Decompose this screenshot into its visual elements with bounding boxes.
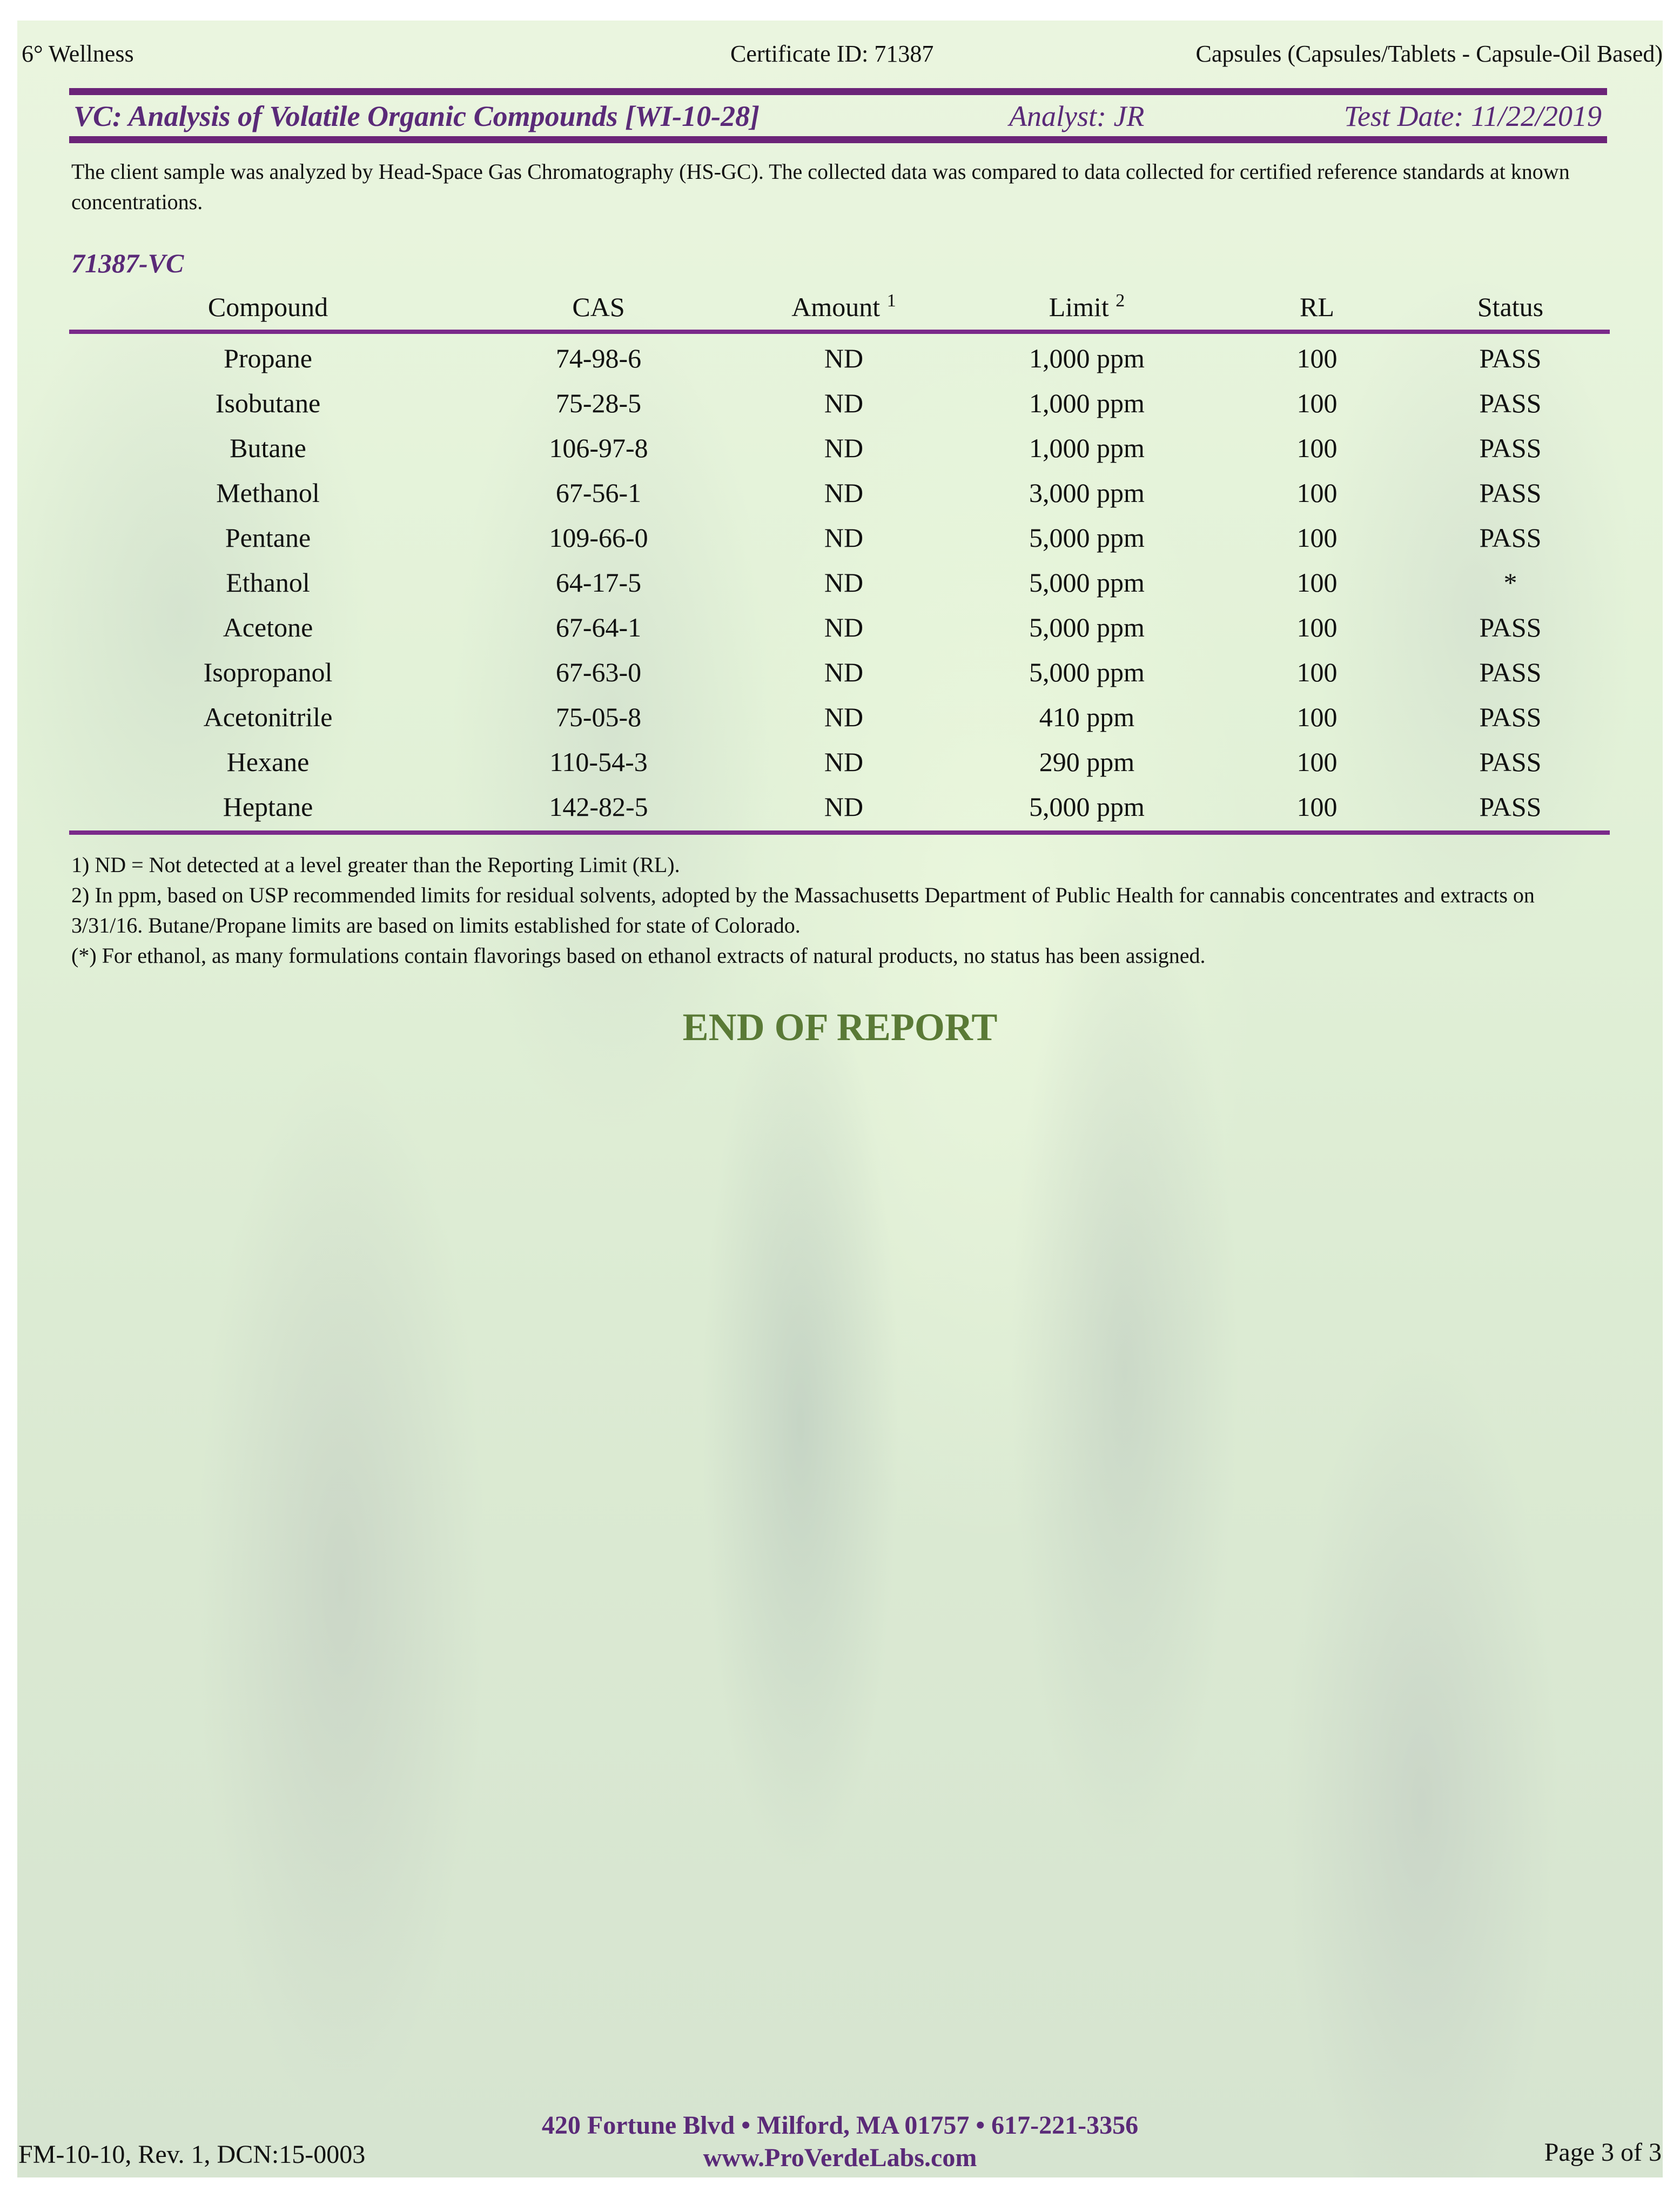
table-row	[69, 336, 1610, 381]
cell-limit: 5,000 ppm	[1029, 522, 1145, 553]
footnote-1: 1) ND = Not detected at a level greater than the Reporting Limit (RL).	[71, 853, 680, 877]
section-title: VC: Analysis of Volatile Organic Compounds [WI-10-28]	[73, 100, 760, 132]
cell-status: PASS	[1479, 747, 1542, 777]
cell-cas: 74-98-6	[555, 343, 642, 373]
cell-compound: Heptane	[223, 792, 313, 822]
cell-status: PASS	[1479, 522, 1542, 553]
analyst: Analyst: JR	[1009, 100, 1145, 132]
table-row	[69, 560, 1610, 605]
cell-status: PASS	[1479, 612, 1542, 642]
lab-website-link[interactable]: www.ProVerdeLabs.com	[703, 2143, 977, 2172]
footnotes	[71, 850, 1611, 971]
cell-status: PASS	[1479, 343, 1542, 373]
cell-limit: 1,000 ppm	[1029, 388, 1145, 418]
column-header-rl: RL	[1300, 292, 1334, 322]
cell-compound: Acetone	[223, 612, 313, 642]
cell-amount: ND	[824, 343, 864, 373]
results-table	[69, 291, 1610, 835]
cell-amount: ND	[824, 747, 864, 777]
cell-rl: 100	[1296, 747, 1338, 777]
cell-rl: 100	[1296, 433, 1338, 463]
table-header	[69, 291, 1610, 323]
certificate-id: Certificate ID: 71387	[730, 41, 934, 67]
form-id: FM-10-10, Rev. 1, DCN:15-0003	[18, 2140, 366, 2169]
footnote-ethanol: (*) For ethanol, as many formulations contain flavorings based on ethanol extracts of natural products, no status has been assigned.	[71, 943, 1206, 968]
column-header-amount: Amount $^1$	[791, 291, 896, 322]
page-number: Page 3 of 3	[1544, 2138, 1662, 2167]
cell-limit: 410 ppm	[1039, 702, 1135, 732]
cell-rl: 100	[1296, 792, 1338, 822]
table-row	[69, 471, 1610, 515]
table-row	[69, 740, 1610, 785]
table-body	[69, 336, 1610, 829]
cell-compound: Butane	[230, 433, 306, 463]
cell-cas: 75-05-8	[555, 702, 642, 732]
cell-amount: ND	[824, 522, 864, 553]
cell-rl: 100	[1296, 478, 1338, 508]
cell-cas: 142-82-5	[549, 792, 648, 822]
cell-compound: Methanol	[216, 478, 320, 508]
cell-rl: 100	[1296, 343, 1338, 373]
report-page	[17, 21, 1663, 2177]
cell-cas: 64-17-5	[555, 567, 642, 598]
product-type: Capsules (Capsules/Tablets - Capsule-Oil Based)	[1195, 41, 1663, 67]
cell-cas: 109-66-0	[549, 522, 648, 553]
column-header-limit: Limit $^2$	[1049, 291, 1125, 322]
cell-amount: ND	[824, 792, 864, 822]
footnote-ref: 2	[1115, 291, 1125, 311]
cell-amount: ND	[824, 612, 864, 642]
section-title-row	[69, 99, 1607, 133]
cell-limit: 5,000 ppm	[1029, 792, 1145, 822]
cell-cas: 67-56-1	[555, 478, 642, 508]
cell-limit: 5,000 ppm	[1029, 567, 1145, 598]
cell-cas: 67-64-1	[555, 612, 642, 642]
cell-status: PASS	[1479, 792, 1542, 822]
cell-limit: 5,000 ppm	[1029, 612, 1145, 642]
cell-rl: 100	[1296, 388, 1338, 418]
cell-status: PASS	[1479, 702, 1542, 732]
cell-amount: ND	[824, 478, 864, 508]
cell-compound: Propane	[224, 343, 312, 373]
cell-compound: Isopropanol	[203, 657, 333, 687]
cell-compound: Hexane	[226, 747, 310, 777]
column-header-compound: Compound	[207, 292, 328, 322]
client-name: 6° Wellness	[22, 41, 134, 67]
cell-compound: Isobutane	[215, 388, 321, 418]
table-row	[69, 785, 1610, 829]
cell-amount: ND	[824, 702, 864, 732]
cell-compound: Acetonitrile	[203, 702, 333, 732]
cell-status: *	[1503, 567, 1517, 598]
cell-cas: 67-63-0	[555, 657, 642, 687]
cell-rl: 100	[1296, 612, 1338, 642]
cell-amount: ND	[824, 657, 864, 687]
end-of-report: END OF REPORT	[682, 1006, 998, 1049]
table-bottom-rule	[69, 830, 1610, 835]
table-row	[69, 426, 1610, 471]
table-header-rule	[69, 330, 1610, 334]
cell-rl: 100	[1296, 522, 1338, 553]
method-description: The client sample was analyzed by Head-Space Gas Chromatography (HS-GC). The collected data was compared to data collected for certified reference standards at known concentrations.	[71, 159, 1570, 214]
cell-amount: ND	[824, 388, 864, 418]
cell-limit: 290 ppm	[1039, 747, 1135, 777]
column-header-status: Status	[1477, 292, 1544, 322]
cell-limit: 1,000 ppm	[1029, 433, 1145, 463]
cell-status: PASS	[1479, 433, 1542, 463]
cell-cas: 75-28-5	[555, 388, 642, 418]
cell-rl: 100	[1296, 657, 1338, 687]
cell-rl: 100	[1296, 567, 1338, 598]
cell-cas: 106-97-8	[549, 433, 648, 463]
cell-amount: ND	[824, 567, 864, 598]
footnote-ref: 1	[886, 291, 896, 311]
cell-amount: ND	[824, 433, 864, 463]
title-bar-top	[69, 88, 1607, 95]
cell-limit: 3,000 ppm	[1029, 478, 1145, 508]
cell-limit: 1,000 ppm	[1029, 343, 1145, 373]
table-row	[69, 650, 1610, 695]
cell-compound: Pentane	[225, 522, 311, 553]
cell-status: PASS	[1479, 388, 1542, 418]
table-row	[69, 695, 1610, 740]
column-header-cas: CAS	[572, 292, 625, 322]
test-date: Test Date: 11/22/2019	[1343, 100, 1602, 132]
cell-cas: 110-54-3	[549, 747, 648, 777]
cell-rl: 100	[1296, 702, 1338, 732]
cell-status: PASS	[1479, 478, 1542, 508]
cell-compound: Ethanol	[226, 567, 310, 598]
footnote-2: 2) In ppm, based on USP recommended limits for residual solvents, adopted by the Massachusetts Department of Public Health for cannabis concentrates and extracts on 3/31/16. Butane/Propane limits are based on limits established for state of Colorado.	[71, 883, 1535, 937]
title-bar-bottom	[69, 136, 1607, 143]
cell-status: PASS	[1479, 657, 1542, 687]
sample-id: 71387-VC	[71, 248, 184, 278]
table-row	[69, 381, 1610, 426]
table-row	[69, 515, 1610, 560]
cell-limit: 5,000 ppm	[1029, 657, 1145, 687]
table-row	[69, 605, 1610, 650]
lab-address: 420 Fortune Blvd • Milford, MA 01757 • 617-221-3356	[541, 2111, 1139, 2140]
